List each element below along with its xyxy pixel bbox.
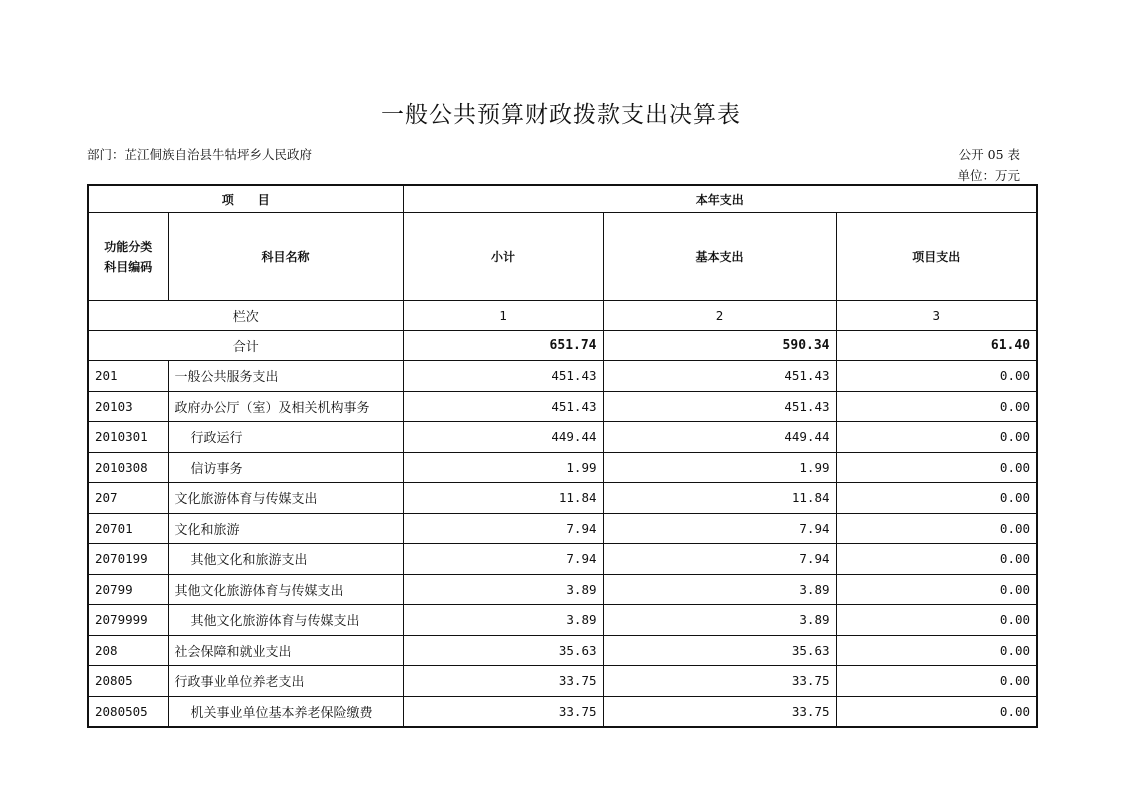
row-basic: 3.89 — [603, 574, 836, 605]
row-basic: 33.75 — [603, 696, 836, 727]
table-row — [88, 513, 1037, 544]
row-code: 2080505 — [88, 696, 168, 727]
header-func-code-line2: 科目编码 — [104, 259, 153, 274]
row-project: 0.00 — [836, 452, 1037, 483]
row-project: 0.00 — [836, 666, 1037, 697]
total-subtotal: 651.74 — [403, 331, 603, 361]
header-row-1 — [88, 185, 1037, 213]
header-func-code-line1: 功能分类 — [104, 239, 153, 254]
row-subtotal: 7.94 — [403, 544, 603, 575]
row-subtotal: 3.89 — [403, 574, 603, 605]
row-code: 208 — [88, 635, 168, 666]
column-index-row — [88, 301, 1037, 331]
row-project: 0.00 — [836, 483, 1037, 514]
row-project: 0.00 — [836, 391, 1037, 422]
budget-table — [87, 184, 1038, 728]
row-subtotal: 451.43 — [403, 361, 603, 392]
row-subject-name: 机关事业单位基本养老保险缴费 — [168, 696, 403, 727]
row-code: 20799 — [88, 574, 168, 605]
table-row — [88, 696, 1037, 727]
row-project: 0.00 — [836, 605, 1037, 636]
form-number: 公开 05 表 — [958, 147, 1020, 162]
row-subtotal: 3.89 — [403, 605, 603, 636]
row-subtotal: 7.94 — [403, 513, 603, 544]
row-project: 0.00 — [836, 696, 1037, 727]
column-index-3: 3 — [836, 301, 1037, 331]
row-subject-name: 其他文化旅游体育与传媒支出 — [168, 605, 403, 636]
row-subject-name: 行政事业单位养老支出 — [168, 666, 403, 697]
row-subject-name: 信访事务 — [168, 452, 403, 483]
header-row-2 — [88, 213, 1037, 301]
unit-label: 单位：万元 — [957, 168, 1020, 183]
header-project: 项目支出 — [836, 213, 1037, 301]
table-row — [88, 361, 1037, 392]
row-code: 2010301 — [88, 422, 168, 453]
row-subject-name: 一般公共服务支出 — [168, 361, 403, 392]
row-project: 0.00 — [836, 574, 1037, 605]
row-basic: 33.75 — [603, 666, 836, 697]
header-func-code — [88, 213, 168, 301]
row-basic: 451.43 — [603, 391, 836, 422]
table-row — [88, 391, 1037, 422]
row-subject-name: 文化和旅游 — [168, 513, 403, 544]
table-row — [88, 544, 1037, 575]
header-subject-name: 科目名称 — [168, 213, 403, 301]
row-code: 201 — [88, 361, 168, 392]
table-row — [88, 483, 1037, 514]
total-project: 61.40 — [836, 331, 1037, 361]
row-subtotal: 1.99 — [403, 452, 603, 483]
header-this-year: 本年支出 — [403, 185, 1037, 213]
row-basic: 451.43 — [603, 361, 836, 392]
row-project: 0.00 — [836, 361, 1037, 392]
table-row — [88, 605, 1037, 636]
row-subject-name: 政府办公厅（室）及相关机构事务 — [168, 391, 403, 422]
header-subtotal: 小计 — [403, 213, 603, 301]
total-row — [88, 331, 1037, 361]
row-subtotal: 33.75 — [403, 666, 603, 697]
header-basic: 基本支出 — [603, 213, 836, 301]
row-code: 2070199 — [88, 544, 168, 575]
row-code: 20805 — [88, 666, 168, 697]
page-title: 一般公共预算财政拨款支出决算表 — [381, 102, 741, 128]
row-code: 2079999 — [88, 605, 168, 636]
column-index-label: 栏次 — [88, 301, 403, 331]
row-subject-name: 社会保障和就业支出 — [168, 635, 403, 666]
row-project: 0.00 — [836, 513, 1037, 544]
row-basic: 7.94 — [603, 544, 836, 575]
row-code: 207 — [88, 483, 168, 514]
department-label: 部门：芷江侗族自治县牛牯坪乡人民政府 — [87, 147, 313, 162]
table-row — [88, 666, 1037, 697]
row-code: 20103 — [88, 391, 168, 422]
row-subtotal: 451.43 — [403, 391, 603, 422]
row-basic: 35.63 — [603, 635, 836, 666]
row-code: 20701 — [88, 513, 168, 544]
row-project: 0.00 — [836, 635, 1037, 666]
row-subtotal: 35.63 — [403, 635, 603, 666]
row-subtotal: 11.84 — [403, 483, 603, 514]
total-label: 合计 — [88, 331, 403, 361]
table-row — [88, 452, 1037, 483]
row-subject-name: 文化旅游体育与传媒支出 — [168, 483, 403, 514]
table-row — [88, 635, 1037, 666]
row-subject-name: 其他文化旅游体育与传媒支出 — [168, 574, 403, 605]
column-index-2: 2 — [603, 301, 836, 331]
row-code: 2010308 — [88, 452, 168, 483]
row-subtotal: 449.44 — [403, 422, 603, 453]
table-row — [88, 422, 1037, 453]
row-subject-name: 其他文化和旅游支出 — [168, 544, 403, 575]
row-project: 0.00 — [836, 422, 1037, 453]
row-basic: 449.44 — [603, 422, 836, 453]
total-basic: 590.34 — [603, 331, 836, 361]
row-subject-name: 行政运行 — [168, 422, 403, 453]
header-item: 项 目 — [88, 185, 403, 213]
row-basic: 1.99 — [603, 452, 836, 483]
row-basic: 7.94 — [603, 513, 836, 544]
column-index-1: 1 — [403, 301, 603, 331]
row-basic: 11.84 — [603, 483, 836, 514]
row-subtotal: 33.75 — [403, 696, 603, 727]
table-row — [88, 574, 1037, 605]
row-project: 0.00 — [836, 544, 1037, 575]
row-basic: 3.89 — [603, 605, 836, 636]
